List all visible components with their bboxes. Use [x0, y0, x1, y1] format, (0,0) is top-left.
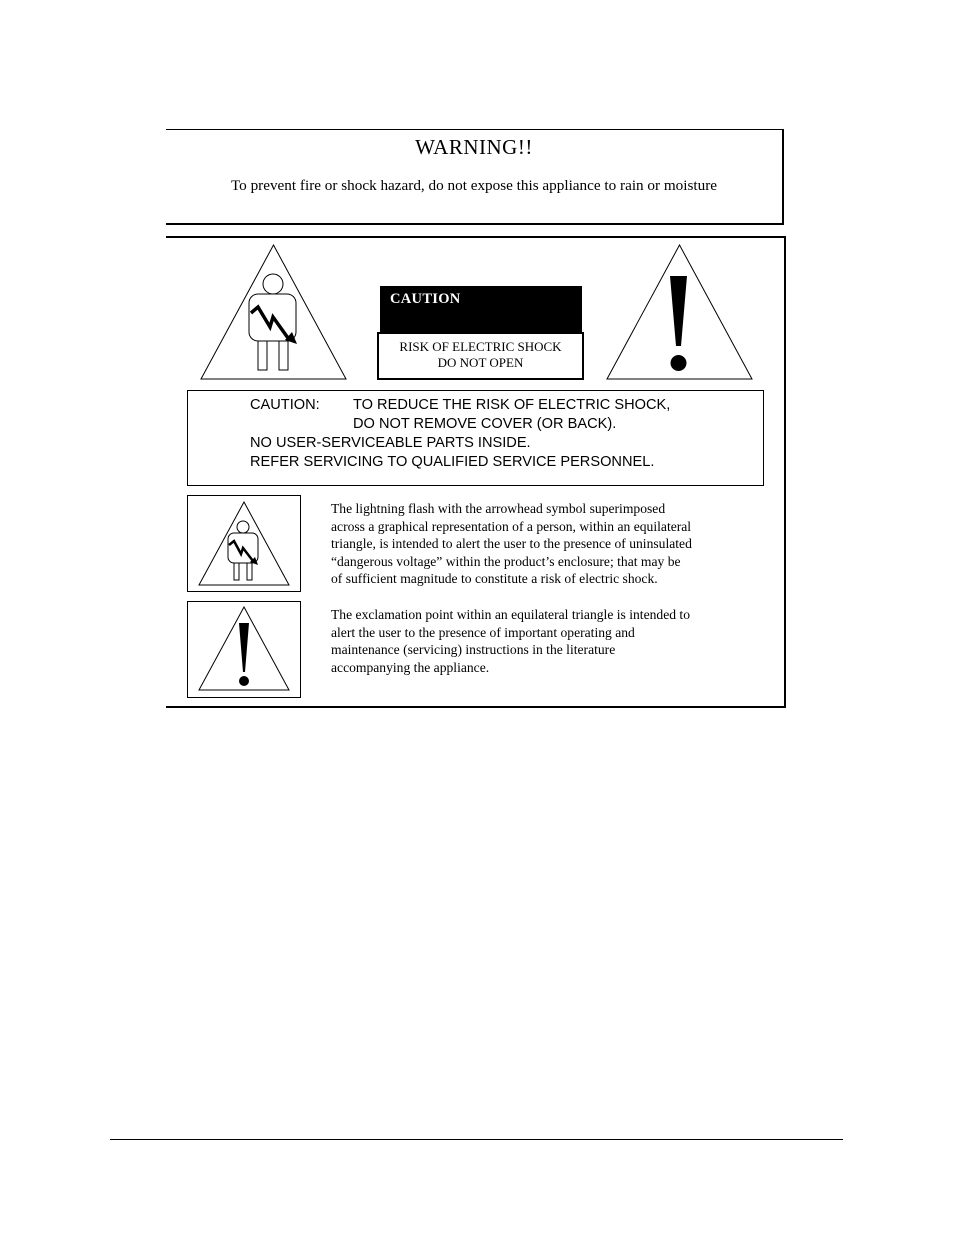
- footer-rule: [110, 1139, 843, 1140]
- caution-label-title: CAUTION: [390, 291, 461, 307]
- exclamation-triangle-icon: [606, 244, 753, 381]
- warning-title: WARNING!!: [415, 135, 533, 159]
- caution-label-header: [380, 286, 582, 332]
- description-line: of sufficient magnitude to constitute a risk of electric shock.: [331, 571, 658, 587]
- description-line: The exclamation point within an equilateral triangle is intended to: [331, 607, 690, 622]
- caution-label-line1: RISK OF ELECTRIC SHOCK: [399, 339, 562, 354]
- caution-statement-line3: NO USER-SERVICEABLE PARTS INSIDE.: [250, 435, 531, 451]
- caution-label-body: [377, 332, 584, 380]
- description-line: across a graphical representation of a person, within an equilateral: [331, 518, 692, 534]
- caution-statement-line2: DO NOT REMOVE COVER (OR BACK).: [353, 416, 617, 432]
- caution-statement-box: [187, 390, 764, 486]
- electric-shock-person-icon: [198, 501, 290, 587]
- caution-statement-prefix: CAUTION:: [250, 397, 320, 413]
- warning-box: [166, 129, 784, 225]
- exclamation-point-icon: [198, 606, 290, 692]
- description-line: alert the user to the presence of important operating and: [331, 624, 635, 640]
- description-line: “dangerous voltage” within the product’s enclosure; that may be: [331, 553, 681, 569]
- description-line: triangle, is intended to alert the user to the presence of uninsulated: [331, 536, 692, 552]
- exclamation-symbol-box: [187, 601, 301, 698]
- caution-statement-line1: TO REDUCE THE RISK OF ELECTRIC SHOCK,: [353, 397, 671, 413]
- caution-label-line2: DO NOT OPEN: [437, 355, 524, 370]
- description-line: maintenance (servicing) instructions in the literature: [331, 642, 616, 658]
- description-line: The lightning flash with the arrowhead symbol superimposed: [331, 501, 666, 516]
- electric-shock-triangle-icon: [200, 244, 347, 381]
- description-line: accompanying the appliance.: [331, 659, 490, 675]
- warning-text: To prevent fire or shock hazard, do not expose this appliance to rain or moisture: [230, 177, 718, 194]
- shock-symbol-box: [187, 495, 301, 592]
- caution-statement-line4: REFER SERVICING TO QUALIFIED SERVICE PERSONNEL.: [250, 454, 655, 470]
- shock-symbol-description: [331, 500, 692, 588]
- exclamation-symbol-description: [331, 606, 690, 676]
